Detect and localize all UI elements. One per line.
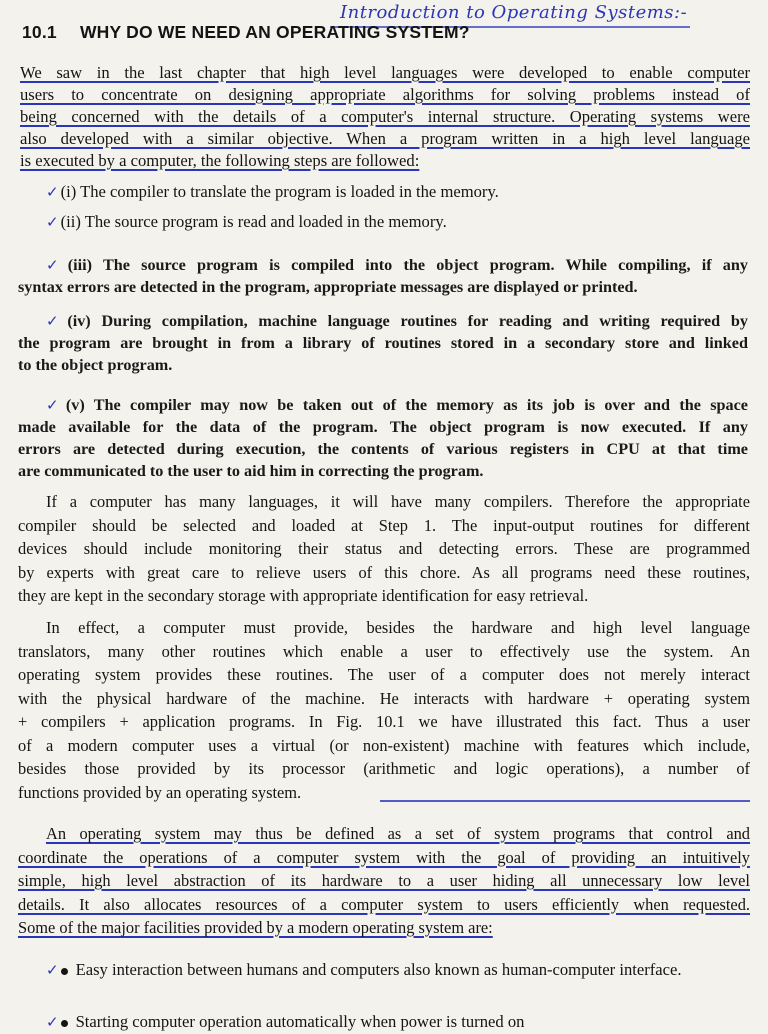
text-line: simple, high level abstraction of its hardware to a user hiding all unnecessary low level xyxy=(18,871,750,890)
text-line: besides those provided by its processor (arithmetic and logic operations), a number of xyxy=(18,759,750,778)
paragraph-os-definition xyxy=(18,822,750,940)
check-mark-icon: ✓ xyxy=(46,213,59,231)
text-line: is executed by a computer, the following steps are followed: xyxy=(20,151,420,170)
text-line: the program are brought in from a library of routines stored in a secondary store and linked xyxy=(18,334,748,352)
intro-paragraph xyxy=(20,62,750,172)
text-line: being concerned with the details of a computer's internal structure. Operating systems were xyxy=(20,107,750,126)
step-item xyxy=(46,181,499,203)
text-line: of a modern computer uses a virtual (or non-existent) machine with features which include, xyxy=(18,735,750,755)
text-line: syntax errors are detected in the program, appropriate messages are displayed or printed. xyxy=(18,278,638,296)
text-line: operating system provides these routines. The user of a computer does not merely interact xyxy=(18,665,750,684)
step-text: The source program is read and loaded in the memory. xyxy=(84,212,447,231)
pen-underline xyxy=(380,800,750,802)
text-line: devices should include monitoring their status and detecting errors. These are programmed xyxy=(18,539,750,558)
step-marker: (ii) xyxy=(60,212,81,231)
section-number: 10.1 xyxy=(22,22,57,42)
section-title: WHY DO WE NEED AN OPERATING SYSTEM? xyxy=(79,22,470,42)
step-text: The compiler to translate the program is loaded in the memory. xyxy=(80,182,499,201)
text-line: with the physical hardware of the machine. He interacts with hardware + operating system xyxy=(18,688,750,708)
bullet-text: Easy interaction between humans and computers also known as human-computer interface. xyxy=(75,960,682,979)
paragraph-compilers xyxy=(18,490,750,608)
section-heading xyxy=(22,22,470,43)
check-mark-icon: ✓ xyxy=(46,183,59,201)
text-line: errors are detected during execution, the contents of various registers in CPU at that time xyxy=(18,440,748,458)
step-marker: (i) xyxy=(60,182,77,201)
text-line: coordinate the operations of a computer system with the goal of providing an intuitively xyxy=(18,847,750,867)
text-line: ✓ (v) The compiler may now be taken out of the memory as its job is over and the space xyxy=(46,396,748,414)
text-line: made available for the data of the program. The object program is now executed. If any xyxy=(18,418,748,436)
text-line: If a computer has many languages, it will have many compilers. Therefore the appropriate xyxy=(46,492,750,511)
step-item xyxy=(18,254,748,298)
text-line: are communicated to the user to aid him in correcting the program. xyxy=(18,462,484,480)
bullet-text: Starting computer operation automatically when power is turned on xyxy=(75,1012,525,1031)
check-mark-icon: ✓ xyxy=(46,256,66,274)
text-line: + compilers + application programs. In Fig. 10.1 we have illustrated this fact. Thus a user xyxy=(18,712,750,731)
text-line: they are kept in the secondary storage with appropriate identification for easy retrieval. xyxy=(18,586,589,605)
bullet-item xyxy=(46,1010,736,1034)
check-mark-icon: ✓ xyxy=(46,396,64,414)
bullet-dot-icon xyxy=(61,968,68,975)
text-line: by experts with great care to relieve users of this chore. As all programs need these routines, xyxy=(18,562,750,582)
text-line: details. It also allocates resources of a computer system to users efficiently when requested. xyxy=(18,894,750,914)
text-line: An operating system may thus be defined as a set of system programs that control and xyxy=(46,824,750,843)
handwritten-note: Introduction to Operating Systems:- xyxy=(340,2,688,23)
bullet-item xyxy=(46,958,736,982)
check-mark-icon: ✓ xyxy=(46,312,66,330)
check-mark-icon: ✓ xyxy=(46,961,59,979)
step-item xyxy=(18,310,748,376)
text-line: translators, many other routines which enable a user to effectively use the system. An xyxy=(18,641,750,661)
text-line: Some of the major facilities provided by a modern operating system are: xyxy=(18,918,493,937)
text-line: compiler should be selected and loaded at Step 1. The input-output routines for different xyxy=(18,515,750,535)
text-line: In effect, a computer must provide, besides the hardware and high level language xyxy=(46,618,750,637)
text-line: We saw in the last chapter that high level languages were developed to enable computer xyxy=(20,63,750,82)
bullet-dot-icon xyxy=(61,1020,68,1027)
check-mark-icon: ✓ xyxy=(46,1013,59,1031)
paragraph-virtual-machine xyxy=(18,616,750,804)
text-line: ✓ (iv) During compilation, machine language routines for reading and writing required by xyxy=(46,312,748,330)
text-line: functions provided by an operating system. xyxy=(18,782,302,802)
step-item xyxy=(18,394,748,482)
text-line: ✓ (iii) The source program is compiled into the object program. While compiling, if any xyxy=(46,256,748,274)
text-line: to the object program. xyxy=(18,356,173,374)
step-item xyxy=(46,211,447,233)
text-line: also developed with a similar objective. When a program written in a high level language xyxy=(20,129,750,148)
text-line: users to concentrate on designing appropriate algorithms for solving problems instead of xyxy=(20,85,750,104)
